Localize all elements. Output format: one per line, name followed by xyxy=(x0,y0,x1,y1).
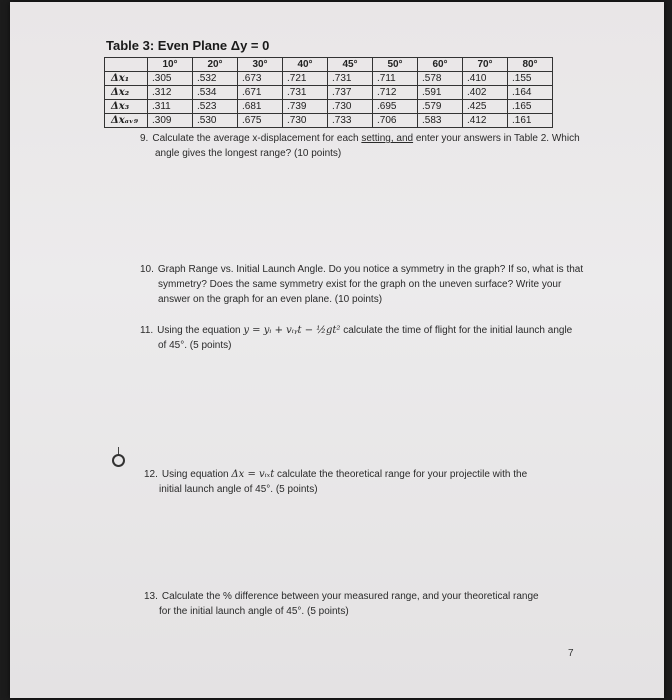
table-cell: .164 xyxy=(508,86,553,100)
underlined-text: setting, and xyxy=(361,133,414,144)
question-number: 9. xyxy=(140,133,149,144)
header-cell: 70° xyxy=(463,58,508,72)
header-cell: 30° xyxy=(238,58,283,72)
question-12 xyxy=(144,467,584,497)
table-cell: .402 xyxy=(463,86,508,100)
table-cell: .309 xyxy=(148,114,193,128)
header-cell: 60° xyxy=(418,58,463,72)
table-cell: .706 xyxy=(373,114,418,128)
question-11 xyxy=(140,323,600,353)
header-cell: 80° xyxy=(508,58,553,72)
table-cell: .737 xyxy=(328,86,373,100)
row-label: Δx₂ xyxy=(105,86,148,100)
question-13 xyxy=(144,589,584,619)
table-row xyxy=(105,72,553,86)
table-cell: .578 xyxy=(418,72,463,86)
table-title: Table 3: Even Plane Δy = 0 xyxy=(106,38,270,53)
table-cell: .695 xyxy=(373,100,418,114)
table-cell: .675 xyxy=(238,114,283,128)
row-label: Δxₐᵥ₉ xyxy=(105,114,148,128)
table-cell: .530 xyxy=(193,114,238,128)
header-cell: 45° xyxy=(328,58,373,72)
page-number: 7 xyxy=(568,648,574,659)
table-cell: .312 xyxy=(148,86,193,100)
table-cell: .161 xyxy=(508,114,553,128)
table-cell: .583 xyxy=(418,114,463,128)
table-cell: .730 xyxy=(283,114,328,128)
data-table xyxy=(104,57,553,128)
question-number: 11. xyxy=(140,325,154,336)
table-cell: .739 xyxy=(283,100,328,114)
question-9-line1: 9. Calculate the average x-displacement for each setting, and enter your answers in Table 2. Which xyxy=(140,133,580,144)
question-9 xyxy=(140,131,600,161)
equation: Δx = vᵢₓt xyxy=(231,469,275,480)
row-label: Δx₁ xyxy=(105,72,148,86)
question-10-line3: answer on the graph for an even plane. (10 points) xyxy=(158,294,383,305)
table-cell: .711 xyxy=(373,72,418,86)
question-13-line1: 13. Calculate the % difference between your measured range, and your theoretical range xyxy=(144,591,539,602)
header-cell xyxy=(105,58,148,72)
question-10 xyxy=(140,262,600,307)
header-cell: 50° xyxy=(373,58,418,72)
table-cell: .305 xyxy=(148,72,193,86)
question-9-line2: angle gives the longest range? (10 points) xyxy=(155,148,342,159)
header-cell: 10° xyxy=(148,58,193,72)
table-row xyxy=(105,114,553,128)
table-cell: .534 xyxy=(193,86,238,100)
table-cell: .731 xyxy=(283,86,328,100)
table-cell: .165 xyxy=(508,100,553,114)
question-number: 13. xyxy=(144,591,158,602)
question-13-line2: for the initial launch angle of 45°. (5 points) xyxy=(159,606,349,617)
question-number: 12. xyxy=(144,469,158,480)
table-cell: .731 xyxy=(328,72,373,86)
equation: y = yᵢ + vᵢᵧt − ½gt² xyxy=(243,325,341,336)
question-12-line2: initial launch angle of 45°. (5 points) xyxy=(159,484,318,495)
table-cell: .311 xyxy=(148,100,193,114)
question-11-line2: of 45°. (5 points) xyxy=(158,340,232,351)
table-cell: .733 xyxy=(328,114,373,128)
question-number: 10. xyxy=(140,264,154,275)
table-row xyxy=(105,100,553,114)
table-cell: .579 xyxy=(418,100,463,114)
table-cell: .591 xyxy=(418,86,463,100)
header-cell: 20° xyxy=(193,58,238,72)
table-cell: .730 xyxy=(328,100,373,114)
table-cell: .673 xyxy=(238,72,283,86)
table-row xyxy=(105,86,553,100)
binder-hole xyxy=(112,454,125,467)
table-cell: .425 xyxy=(463,100,508,114)
question-11-line1: 11. Using the equation y = yᵢ + vᵢᵧt − ½gt² calculate the time of flight for the initial launch angle xyxy=(140,325,573,336)
question-10-line2: symmetry? Does the same symmetry exist for the graph on the uneven surface? Write your xyxy=(158,279,562,290)
table-cell: .712 xyxy=(373,86,418,100)
table-cell: .155 xyxy=(508,72,553,86)
table-cell: .410 xyxy=(463,72,508,86)
header-cell: 40° xyxy=(283,58,328,72)
row-label: Δx₃ xyxy=(105,100,148,114)
table-cell: .671 xyxy=(238,86,283,100)
question-12-line1: 12. Using equation Δx = vᵢₓt calculate the theoretical range for your projectile with the xyxy=(144,469,528,480)
table-cell: .412 xyxy=(463,114,508,128)
table-header-row xyxy=(105,58,553,72)
table-cell: .681 xyxy=(238,100,283,114)
table-cell: .721 xyxy=(283,72,328,86)
table-cell: .532 xyxy=(193,72,238,86)
question-10-line1: 10. Graph Range vs. Initial Launch Angle. Do you notice a symmetry in the graph? If so, what is that xyxy=(140,264,584,275)
table-cell: .523 xyxy=(193,100,238,114)
